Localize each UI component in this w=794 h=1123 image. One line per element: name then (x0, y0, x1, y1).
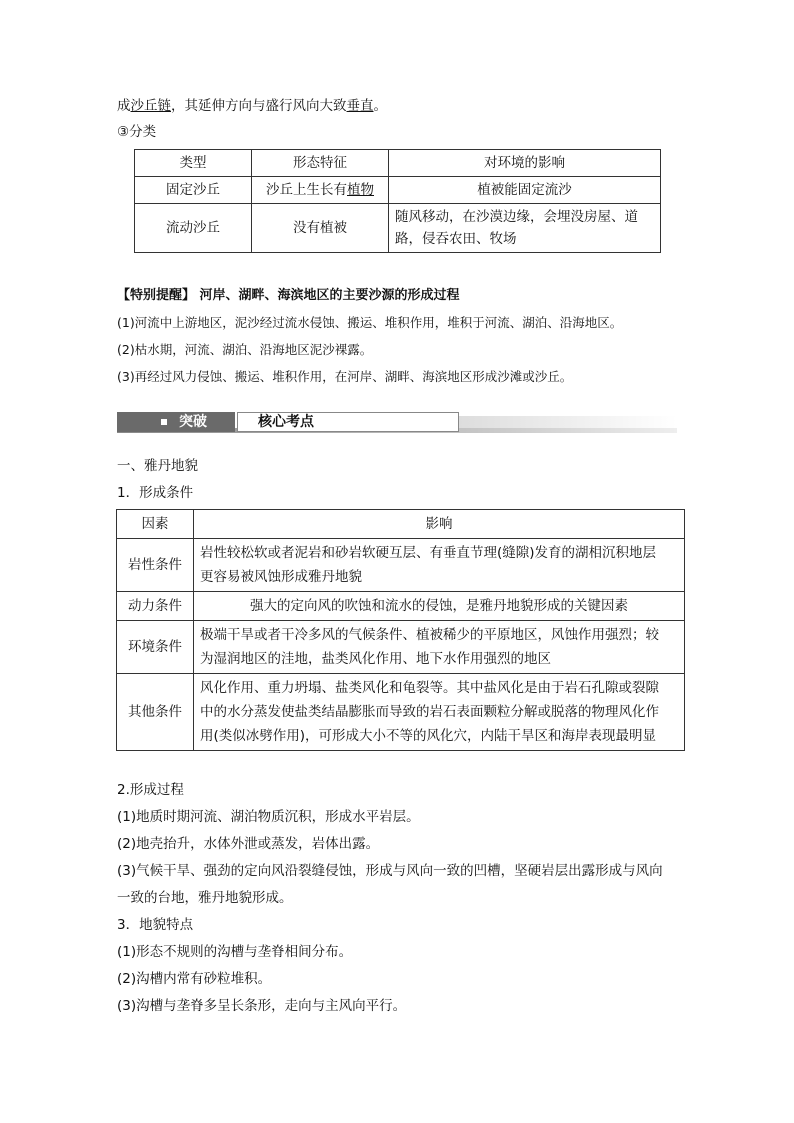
table-header-cell: 形态特征 (252, 150, 389, 177)
underlined-term: 沙丘链 (130, 98, 171, 114)
table-cell: 强大的定向风的吹蚀和流水的侵蚀，是雅丹地貌形成的关键因素 (194, 592, 685, 621)
list-item: (2)地壳抬升，水体外泄或蒸发，岩体出露。 (117, 836, 380, 852)
table-row (117, 621, 685, 674)
intro-line-1 (117, 96, 387, 116)
square-bullet-icon (161, 419, 167, 425)
table-row (135, 177, 661, 204)
text: 用(类似冰劈作用)，可形成大小不等的风化穴，内陆干旱区和海岸表现最明显 (200, 728, 657, 744)
table-cell: 没有植被 (252, 204, 389, 253)
banner-dark-tab (117, 412, 235, 432)
list-item: (3)沟槽与垄脊多呈长条形，走向与主风向平行。 (117, 998, 407, 1014)
list-item: (1)地质时期河流、湖泊物质沉积，形成水平岩层。 (117, 809, 420, 825)
table-cell: 岩性条件 (117, 539, 194, 592)
table-cell: 固定沙丘 (135, 177, 252, 204)
table-row (117, 592, 685, 621)
dune-classification-table (134, 149, 661, 253)
subsection-title: 2.形成过程 (117, 782, 184, 798)
list-item: (2)沟槽内常有砂粒堆积。 (117, 971, 272, 987)
table-cell: 其他条件 (117, 674, 194, 751)
underlined-term: 植物 (347, 182, 374, 198)
table-cell (194, 621, 685, 674)
table-cell: 动力条件 (117, 592, 194, 621)
text: 风化作用、重力坍塌、盐类风化和龟裂等。其中盐风化是由于岩石孔隙或裂隙 (200, 680, 659, 696)
list-item: (1)形态不规则的沟槽与垄脊相间分布。 (117, 944, 353, 960)
table-header-cell: 对环境的影响 (389, 150, 661, 177)
underlined-term: 垂直 (346, 98, 374, 114)
table-header-cell: 因素 (117, 510, 194, 539)
text: 成 (117, 98, 131, 114)
table-row (117, 539, 685, 592)
banner-label-left: 突破 (179, 414, 207, 430)
subsection-title: 1．形成条件 (117, 485, 194, 501)
text: 为湿润地区的洼地，盐类风化作用、地下水作用强烈的地区 (200, 651, 551, 667)
text: 极端干旱或者干冷多风的气候条件、植被稀少的平原地区，风蚀作用强烈；较 (200, 627, 659, 643)
table-header-row (117, 510, 685, 539)
banner-fade (459, 416, 677, 428)
subsection-title: 3．地貌特点 (117, 917, 194, 933)
table-row (135, 204, 661, 253)
table-cell: 流动沙丘 (135, 204, 252, 253)
section-title: 一、雅丹地貌 (117, 458, 198, 474)
table-cell: 环境条件 (117, 621, 194, 674)
table-header-row (135, 150, 661, 177)
text: 岩性较松软或者泥岩和砂岩软硬互层、有垂直节理(缝隙)发育的湖相沉积地层 (200, 545, 657, 561)
text: 沙丘上生长有 (266, 182, 347, 198)
table-cell (194, 674, 685, 751)
list-item: (3)气候干旱、强劲的定向风沿裂缝侵蚀，形成与风向一致的凹槽，坚硬岩层出露形成与风向 (117, 863, 663, 879)
text: 更容易被风蚀形成雅丹地貌 (200, 569, 362, 585)
banner-light-tab (237, 412, 459, 432)
table-cell: 植被能固定流沙 (389, 177, 661, 204)
text: 随风移动，在沙漠边缘，会埋没房屋、道 (395, 209, 638, 225)
text: 路，侵吞农田、牧场 (395, 231, 517, 247)
table-header-cell: 类型 (135, 150, 252, 177)
table-row (117, 674, 685, 751)
text: 。 (373, 98, 387, 114)
tip-item: (2)枯水期，河流、湖泊、沿海地区泥沙裸露。 (117, 342, 373, 357)
text: 中的水分蒸发使盐类结晶膨胀而导致的岩石表面颗粒分解或脱落的物理风化作 (200, 704, 659, 720)
table-cell (194, 539, 685, 592)
intro-line-2: ③分类 (117, 124, 157, 140)
tip-heading: 【特别提醒】 河岸、湖畔、海滨地区的主要沙源的形成过程 (117, 288, 460, 303)
yardang-conditions-table (116, 509, 685, 751)
list-item: 一致的台地，雅丹地貌形成。 (117, 890, 293, 906)
table-header-cell: 影响 (194, 510, 685, 539)
text: ，其延伸方向与盛行风向大致 (171, 98, 347, 114)
table-cell (252, 177, 389, 204)
section-banner (117, 410, 677, 434)
banner-label-right: 核心考点 (258, 414, 314, 430)
tip-item: (1)河流中上游地区，泥沙经过流水侵蚀、搬运、堆积作用，堆积于河流、湖泊、沿海地区。 (117, 315, 623, 330)
tip-item: (3)再经过风力侵蚀、搬运、堆积作用，在河岸、湖畔、海滨地区形成沙滩或沙丘。 (117, 369, 573, 384)
table-cell (389, 204, 661, 253)
